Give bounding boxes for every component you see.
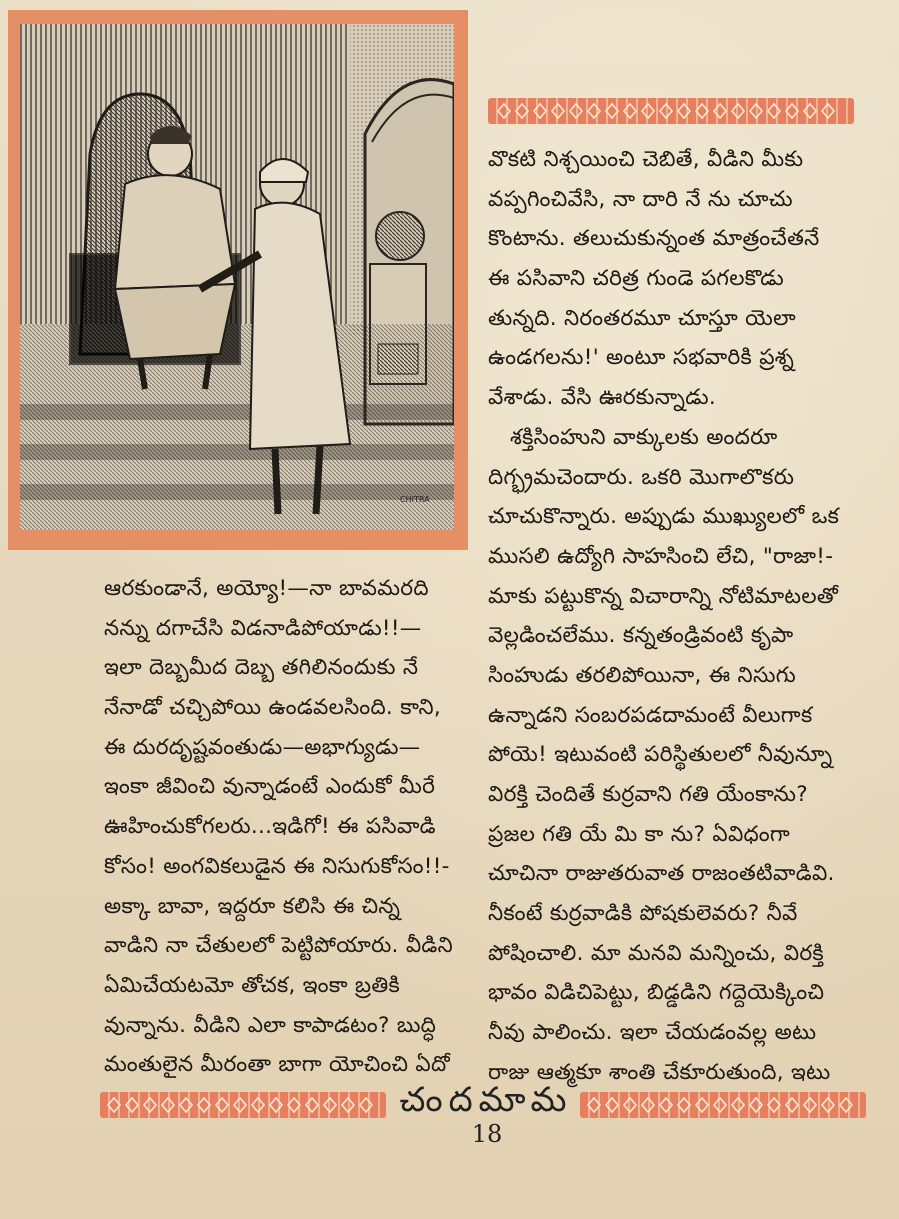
king-and-elder-drawing <box>20 24 454 530</box>
text-line: మాకు పట్టుకొన్న విచారాన్ని నోటిమాటలతో <box>488 583 839 609</box>
text-line: ప్రజల గతి యే మి కా ను? ఏవిధంగా <box>488 821 791 847</box>
text-line: విరక్తి చెందితే కుర్రవాని గతి యేంకాను? <box>488 782 808 807</box>
text-line: సింహుడు తరలిపోయినా, ఈ నిసుగు <box>488 662 797 688</box>
text-line: అక్కా బావా, ఇద్దరూ కలిసి ఈ చిన్న <box>104 893 401 919</box>
text-line: మంతులైన మీరంతా బాగా యోచించి ఏదో <box>104 1052 451 1078</box>
text-line: రాజు ఆత్మకూ శాంతి చేకూరుతుంది, ఇటు <box>488 1059 831 1085</box>
text-line: కోసం! అంగవికలుడైన ఈ నిసుగుకోసం!!- <box>104 853 450 879</box>
decorative-border-footer-right <box>580 1092 866 1118</box>
magazine-title: చందమామ <box>399 1080 573 1120</box>
text-line: ఇంకా జీవించి వున్నాడంటే ఎందుకో మీరే <box>104 774 436 800</box>
text-line: పోషించాలి. మా మనవి మన్నించు, విరక్తి <box>488 940 824 966</box>
text-line: వేశాడు. వేసి ఊరకున్నాడు. <box>488 385 717 411</box>
text-line: ఏమిచేయటమో తోచక, ఇంకా బ్రతికి <box>104 972 400 998</box>
text-line: ఈ పసివాని చరిత్ర గుండె పగలకొడు <box>488 266 784 292</box>
text-line: పోయె! ఇటువంటి పరిస్థితులలో నీవున్నూ <box>488 742 833 768</box>
text-line: ఈ దురదృష్టవంతుడు—అభాగ్యుడు— <box>104 734 421 760</box>
text-line: ఉన్నాడని సంబరపడదామంటే వీలుగాక <box>488 702 813 728</box>
text-line: చూచుకొన్నారు. అప్పుడు ముఖ్యులలో ఒక <box>488 504 840 530</box>
page-number: 18 <box>471 1120 503 1148</box>
text-line: వాడిని నా చేతులలో పెట్టిపోయారు. వీడిని <box>104 933 454 959</box>
text-line: వున్నాను. వీడిని ఎలా కాపాడటం? బుద్ధి <box>104 1012 437 1038</box>
text-line: దిగ్భ్రమచెందారు. ఒకరి మొగాలొకరు <box>488 464 795 490</box>
text-line: ఇలా దెబ్బమీద దెబ్బ తగిలినందుకు నే <box>104 655 419 681</box>
left-text-column <box>104 569 464 1085</box>
text-line: నీకంటే కుర్రవాడికి పోషకులెవరు? నీవే <box>488 901 798 927</box>
text-line: వొకటి నిశ్చయించి చెబితే, వీడిని మీకు <box>488 147 804 172</box>
story-illustration <box>8 10 468 550</box>
text-line: ఉండగలను!' అంటూ సభవారికి ప్రశ్న <box>488 345 795 371</box>
text-line: శక్తిసింహుని వాక్కులకు అందరూ <box>510 424 778 450</box>
text-line: భావం విడిచిపెట్టు, బిడ్డడిని గద్దెయెక్కించి <box>488 980 825 1006</box>
text-line: నేనాడో చచ్చిపోయి ఉండవలసింది. కాని, <box>104 695 442 721</box>
text-line: తున్నది. నిరంతరమూ చూస్తూ యెలా <box>488 305 796 331</box>
text-line: నీవు పాలించు. ఇలా చేయడంవల్ల అటు <box>488 1020 817 1046</box>
decorative-border-top <box>488 98 854 124</box>
text-line: ఊహించుకోగలరు...ఇడిగో! ఈ పసివాడి <box>104 814 436 840</box>
text-line: ముసలి ఉద్యోగి సాహసించి లేచి, "రాజా!- <box>488 543 834 569</box>
text-line: చూచినా రాజుతరువాత రాజంతటివాడివి. <box>488 861 835 887</box>
illustration-artwork <box>20 24 454 530</box>
text-line: వెల్లడించలేము. కన్నతండ్రివంటి కృపా <box>488 623 794 649</box>
text-line: కొంటాను. తలుచుకున్నంత మాత్రంచేతనే <box>488 226 820 252</box>
text-line: వప్పగించివేసి, నా దారి నే ను చూచు <box>488 186 793 212</box>
decorative-border-footer-left <box>100 1092 386 1118</box>
text-line: ఆరకుండానే, అయ్యో!—నా బావమరది <box>104 576 429 601</box>
right-text-column <box>488 140 873 1093</box>
text-line: నన్ను దగాచేసి విడనాడిపోయాడు!!— <box>104 615 422 641</box>
artist-signature: CHITRA <box>400 495 430 504</box>
